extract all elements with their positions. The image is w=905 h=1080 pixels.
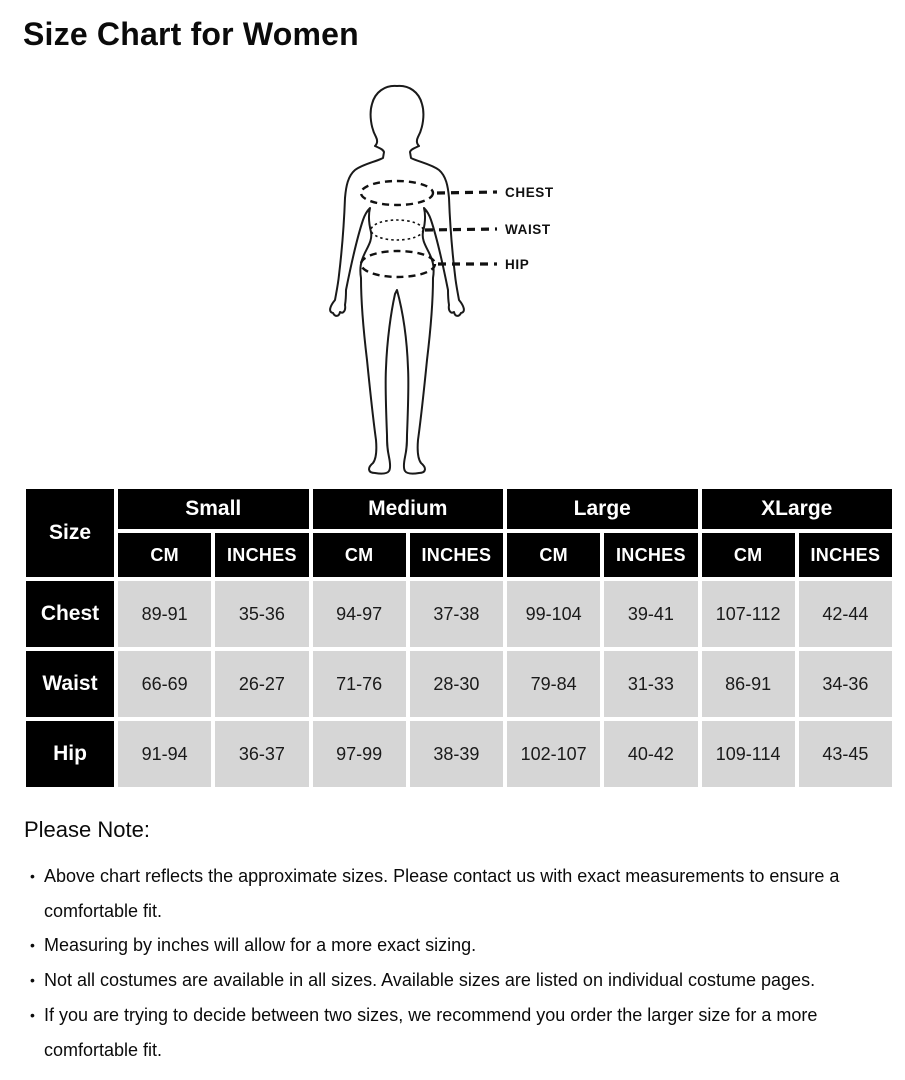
unit-header: CM [702, 533, 795, 577]
cell-value: 97-99 [313, 721, 406, 787]
unit-header: INCHES [799, 533, 892, 577]
woman-body-outline [330, 86, 464, 474]
cell-value: 109-114 [702, 721, 795, 787]
cell-value: 91-94 [118, 721, 211, 787]
cell-value: 38-39 [410, 721, 503, 787]
note-text: Measuring by inches will allow for a more exact sizing. [44, 935, 477, 956]
note-item [24, 963, 869, 998]
table-row-waist [26, 651, 892, 717]
cell-value: 89-91 [118, 581, 211, 647]
unit-header: INCHES [215, 533, 308, 577]
cell-value: 36-37 [215, 721, 308, 787]
note-item [24, 998, 869, 1067]
table-unit-header-row [26, 533, 892, 577]
cell-value: 42-44 [799, 581, 892, 647]
cell-value: 99-104 [507, 581, 600, 647]
hip-label: HIP [505, 257, 530, 272]
cell-value: 26-27 [215, 651, 308, 717]
table-row-hip [26, 721, 892, 787]
row-label-chest: Chest [26, 581, 114, 647]
note-text: Above chart reflects the approximate sizes. Please contact us with exact measurements to ensure a comfortable fit. [44, 866, 840, 921]
notes-section [24, 817, 905, 1067]
group-header-large: Large [507, 489, 698, 529]
body-measurement-diagram [325, 80, 595, 485]
note-item [24, 859, 869, 928]
table-row-chest [26, 581, 892, 647]
note-item [24, 928, 869, 963]
group-header-xlarge: XLarge [702, 489, 893, 529]
cell-value: 86-91 [702, 651, 795, 717]
cell-value: 35-36 [215, 581, 308, 647]
cell-value: 39-41 [604, 581, 697, 647]
page-title: Size Chart for Women [23, 16, 359, 52]
group-header-medium: Medium [313, 489, 504, 529]
cell-value: 37-38 [410, 581, 503, 647]
bullet-icon: • [30, 972, 35, 989]
note-text: Not all costumes are available in all sizes. Available sizes are listed on individual costume pages. [44, 970, 816, 991]
size-corner-header: Size [26, 489, 114, 577]
cell-value: 66-69 [118, 651, 211, 717]
note-text: If you are trying to decide between two sizes, we recommend you order the larger size for a more comfortable fit. [44, 1004, 818, 1060]
cell-value: 102-107 [507, 721, 600, 787]
unit-header: INCHES [410, 533, 503, 577]
cell-value: 40-42 [604, 721, 697, 787]
cell-value: 71-76 [313, 651, 406, 717]
notes-list [24, 859, 869, 1067]
figure-area [0, 53, 905, 485]
row-label-waist: Waist [26, 651, 114, 717]
unit-header: INCHES [604, 533, 697, 577]
cell-value: 94-97 [313, 581, 406, 647]
chest-label: CHEST [505, 185, 554, 200]
notes-heading: Please Note: [24, 817, 150, 842]
bullet-icon: • [30, 937, 35, 954]
unit-header: CM [507, 533, 600, 577]
waist-label: WAIST [505, 222, 551, 237]
cell-value: 43-45 [799, 721, 892, 787]
table-group-header-row [26, 489, 892, 529]
cell-value: 79-84 [507, 651, 600, 717]
unit-header: CM [118, 533, 211, 577]
cell-value: 31-33 [604, 651, 697, 717]
row-label-hip: Hip [26, 721, 114, 787]
bullet-icon: • [30, 868, 35, 884]
unit-header: CM [313, 533, 406, 577]
cell-value: 34-36 [799, 651, 892, 717]
size-chart-table [22, 485, 896, 791]
cell-value: 28-30 [410, 651, 503, 717]
bullet-icon: • [30, 1006, 35, 1023]
group-header-small: Small [118, 489, 309, 529]
cell-value: 107-112 [702, 581, 795, 647]
